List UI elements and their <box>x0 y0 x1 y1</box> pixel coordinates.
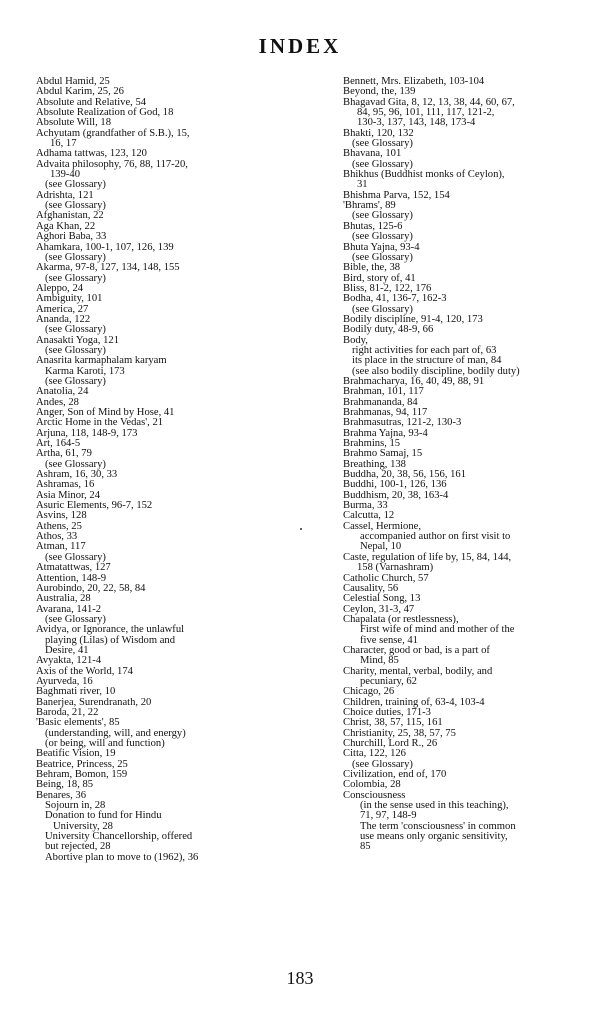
index-entry: Akarma, 97-8, 127, 134, 148, 155 <box>36 262 180 274</box>
index-entry: Breathing, 138 <box>343 458 406 470</box>
index-entry: Christianity, 25, 38, 57, 75 <box>343 727 456 739</box>
index-entry: Aurobindo, 20, 22, 58, 84 <box>36 582 146 594</box>
index-entry: Avyakta, 121-4 <box>36 655 102 667</box>
index-entry: (see Glossary) <box>352 303 413 315</box>
index-entry: Celestial Song, 13 <box>343 593 421 605</box>
index-entry: Brahman, 101, 117 <box>343 386 424 398</box>
index-entry: use means only organic sensitivity, <box>360 831 508 843</box>
index-entry: The term 'consciousness' in common <box>360 820 516 832</box>
index-entry: Bhagavad Gita, 8, 12, 13, 38, 44, 60, 67, <box>343 96 515 108</box>
index-entry: 'Bhrams', 89 <box>343 200 396 212</box>
index-entry: Arctic Home in the Vedas', 21 <box>36 417 164 429</box>
index-entry: Anasrita karmaphalam karyam <box>36 355 167 367</box>
index-entry: Bodily discipline, 91-4, 120, 173 <box>343 313 483 325</box>
index-entry: Abdul Hamid, 25 <box>36 76 110 87</box>
index-entry: Bhikhus (Buddhist monks of Ceylon), <box>343 169 505 181</box>
index-entry: Brahmasutras, 121-2, 130-3 <box>343 417 462 429</box>
index-entry: Attention, 148-9 <box>36 572 107 584</box>
index-entry: Brahmo Samaj, 15 <box>343 448 423 460</box>
index-entry: Character, good or bad, is a part of <box>343 644 490 656</box>
index-entry: Avarana, 141-2 <box>36 603 102 615</box>
index-entry: Bodha, 41, 136-7, 162-3 <box>343 293 447 305</box>
index-entry: Ambiguity, 101 <box>36 293 103 305</box>
index-entry: Anger, Son of Mind by Hose, 41 <box>36 407 175 418</box>
index-entry: Advaita philosophy, 76, 88, 117-20, <box>36 158 188 170</box>
index-entry: Ahamkara, 100-1, 107, 126, 139 <box>36 241 174 253</box>
index-entry: Ashram, 16, 30, 33 <box>36 469 118 481</box>
index-entry: Bird, story of, 41 <box>343 272 416 284</box>
index-entry: Brahmacharya, 16, 40, 49, 88, 91 <box>343 375 485 387</box>
index-entry: Bodily duty, 48-9, 66 <box>343 324 434 336</box>
index-entry: Adrishta, 121 <box>36 189 94 201</box>
index-entry: 16, 17 <box>50 138 77 150</box>
index-entry: Charity, mental, verbal, bodily, and <box>343 665 493 677</box>
index-entry: Asia Minor, 24 <box>36 489 101 501</box>
index-entry: First wife of mind and mother of the <box>360 624 515 636</box>
index-entry: Banerjea, Surendranath, 20 <box>36 696 152 708</box>
index-entry: Nepal, 10 <box>360 541 402 553</box>
index-entry: Brahma Yajna, 93-4 <box>343 427 428 439</box>
index-entry: (see Glossary) <box>352 231 413 243</box>
index-entry: Colombia, 28 <box>343 779 401 791</box>
index-entry: Art, 164-5 <box>36 438 81 450</box>
index-entry: Causality, 56 <box>343 582 399 594</box>
index-entry: (see Glossary) <box>45 272 106 284</box>
index-entry: Civilization, end of, 170 <box>343 769 447 781</box>
index-entry: Christ, 38, 57, 115, 161 <box>343 717 443 729</box>
index-entry: Chapalata (or restlessness), <box>343 613 459 625</box>
index-entry: Bennett, Mrs. Elizabeth, 103-104 <box>343 76 485 87</box>
index-entry: Bliss, 81-2, 122, 176 <box>343 282 432 294</box>
index-entry: 'Basic elements', 85 <box>36 717 120 729</box>
index-entry: Atman, 117 <box>36 541 86 553</box>
index-entry: Chicago, 26 <box>343 686 395 698</box>
index-entry: Afghanistan, 22 <box>36 210 104 222</box>
index-entry: Brahmananda, 84 <box>343 396 418 408</box>
index-entry: Donation to fund for Hindu <box>45 810 162 822</box>
index-entry: 71, 97, 148-9 <box>360 810 417 822</box>
index-entry: (see Glossary) <box>45 324 106 336</box>
index-entry: Buddhism, 20, 38, 163-4 <box>343 489 449 501</box>
index-entry: five sense, 41 <box>360 634 418 646</box>
index-entry: Achyutam (grandfather of S.B.), 15, <box>36 127 190 139</box>
index-entry: Brahmins, 15 <box>343 438 401 450</box>
index-entry: Choice duties, 171-3 <box>343 706 431 718</box>
index-entry: Beyond, the, 139 <box>343 86 416 98</box>
index-entry: (see Glossary) <box>45 551 106 563</box>
index-entry: Benares, 36 <box>36 789 87 801</box>
index-entry: University Chancellorship, offered <box>45 831 193 843</box>
index-entry: 158 (Varnashram) <box>357 562 434 574</box>
index-entry: Consciousness <box>343 789 406 801</box>
index-entry: Athos, 33 <box>36 531 78 543</box>
index-entry: Catholic Church, 57 <box>343 572 429 584</box>
page-number: 183 <box>286 968 314 988</box>
index-entry: Mind, 85 <box>360 655 399 667</box>
index-entry: 130-3, 137, 143, 148, 173-4 <box>357 117 476 129</box>
index-entry: (see Glossary) <box>45 344 106 356</box>
index-entry: right activities for each part of, 63 <box>352 344 497 356</box>
index-entry: its place in the structure of man, 84 <box>352 355 502 367</box>
index-entry: (see Glossary) <box>352 758 413 770</box>
index-entry: 31 <box>357 179 368 191</box>
index-entry: Absolute Will, 18 <box>36 117 112 129</box>
index-entry: Cassel, Hermione, <box>343 520 421 532</box>
index-entry: Body, <box>343 334 368 346</box>
index-entry: Anatolia, 24 <box>36 386 89 398</box>
index-entry: Axis of the World, 174 <box>36 665 133 677</box>
index-entry: Athens, 25 <box>36 520 82 532</box>
index-entry: Baroda, 21, 22 <box>36 706 99 718</box>
index-entry: (in the sense used in this teaching), <box>360 800 509 812</box>
index-entry: 84, 95, 96, 101, 111, 117, 121-2, <box>357 107 495 119</box>
index-entry: (see Glossary) <box>352 210 413 222</box>
index-entry: (understanding, will, and energy) <box>45 727 186 739</box>
index-entry: (see Glossary) <box>352 158 413 170</box>
index-entry: Aghori Baba, 33 <box>36 231 107 243</box>
index-entry: Abdul Karim, 25, 26 <box>36 86 124 98</box>
index-entry: (see also bodily discipline, bodily duty) <box>352 365 520 377</box>
index-entry: (see Glossary) <box>352 138 413 150</box>
index-entry: Asuric Elements, 96-7, 152 <box>36 500 153 512</box>
index-entry: Baghmati river, 10 <box>36 686 116 698</box>
index-entry: pecuniary, 62 <box>360 675 417 687</box>
index-entry: Bhutas, 125-6 <box>343 220 403 232</box>
index-entry: Avidya, or Ignorance, the unlawful <box>36 624 185 636</box>
index-entry: Desire, 41 <box>45 644 89 656</box>
index-entry: Churchill, Lord R., 26 <box>343 738 438 749</box>
index-entry: Aleppo, 24 <box>36 282 84 294</box>
index-entry: 139-40 <box>50 169 81 181</box>
index-entry: Citta, 122, 126 <box>343 748 406 760</box>
index-entry: America, 27 <box>36 303 89 315</box>
index-entry: Burma, 33 <box>343 500 388 512</box>
index-entry: Anasakti Yoga, 121 <box>36 334 119 346</box>
index-entry: (see Glossary) <box>352 251 413 263</box>
index-entry: Ashramas, 16 <box>36 479 95 491</box>
page-title: INDEX <box>258 34 342 58</box>
index-entry: Being, 18, 85 <box>36 779 94 791</box>
index-entry: Ayurveda, 16 <box>36 675 93 687</box>
index-entry: 85 <box>360 841 371 853</box>
index-entry: (or being, will and function) <box>45 738 165 749</box>
index-entry: Bible, the, 38 <box>343 262 401 274</box>
index-entry: (see Glossary) <box>45 613 106 625</box>
index-entry: Artha, 61, 79 <box>36 448 92 460</box>
index-entry: Buddha, 20, 38, 56, 156, 161 <box>343 469 467 481</box>
index-entry: Bhuta Yajna, 93-4 <box>343 241 420 253</box>
index-entry: Caste, regulation of life by, 15, 84, 144, <box>343 551 512 563</box>
index-entry: Ceylon, 31-3, 47 <box>343 603 415 615</box>
index-entry: Asvins, 128 <box>36 510 87 522</box>
index-entry: Buddhi, 100-1, 126, 136 <box>343 479 447 491</box>
index-entry: University, 28 <box>53 820 113 832</box>
index-entry: accompanied author on first visit to <box>360 531 511 543</box>
index-entry: Karma Karoti, 173 <box>45 365 125 377</box>
index-entry: Beatific Vision, 19 <box>36 748 116 760</box>
index-entry: Children, training of, 63-4, 103-4 <box>343 696 485 708</box>
index-column-right <box>343 77 575 853</box>
index-entry: Adhama tattwas, 123, 120 <box>36 148 147 160</box>
index-entry: Australia, 28 <box>36 593 91 605</box>
index-entry: Calcutta, 12 <box>343 510 395 522</box>
index-entry: Sojourn in, 28 <box>45 800 106 812</box>
index-entry: (see Glossary) <box>45 251 106 263</box>
index-column-left <box>36 77 306 863</box>
index-entry: (see Glossary) <box>45 458 106 470</box>
index-entry: Absolute and Relative, 54 <box>36 96 147 108</box>
index-entry: Abortive plan to move to (1962), 36 <box>45 851 199 863</box>
index-entry: Ananda, 122 <box>36 313 91 325</box>
print-speck <box>300 528 302 530</box>
index-entry: (see Glossary) <box>45 375 106 387</box>
index-entry: Brahmanas, 94, 117 <box>343 407 428 418</box>
index-entry: Behram, Bomon, 159 <box>36 769 128 781</box>
index-entry: Atmatattwas, 127 <box>36 562 111 574</box>
index-entry: Absolute Realization of God, 18 <box>36 107 174 119</box>
index-entry: (see Glossary) <box>45 179 106 191</box>
index-entry: Bhishma Parva, 152, 154 <box>343 189 450 201</box>
index-entry: Aga Khan, 22 <box>36 220 96 232</box>
index-entry: but rejected, 28 <box>45 841 111 853</box>
index-entry: Bhakti, 120, 132 <box>343 127 414 139</box>
index-entry: Arjuna, 118, 148-9, 173 <box>36 427 138 439</box>
index-entry: (see Glossary) <box>45 200 106 212</box>
index-entry: playing (Lilas) of Wisdom and <box>45 634 176 646</box>
index-entry: Andes, 28 <box>36 396 79 408</box>
index-entry: Bhavana, 101 <box>343 148 402 160</box>
index-entry: Beatrice, Princess, 25 <box>36 758 128 770</box>
